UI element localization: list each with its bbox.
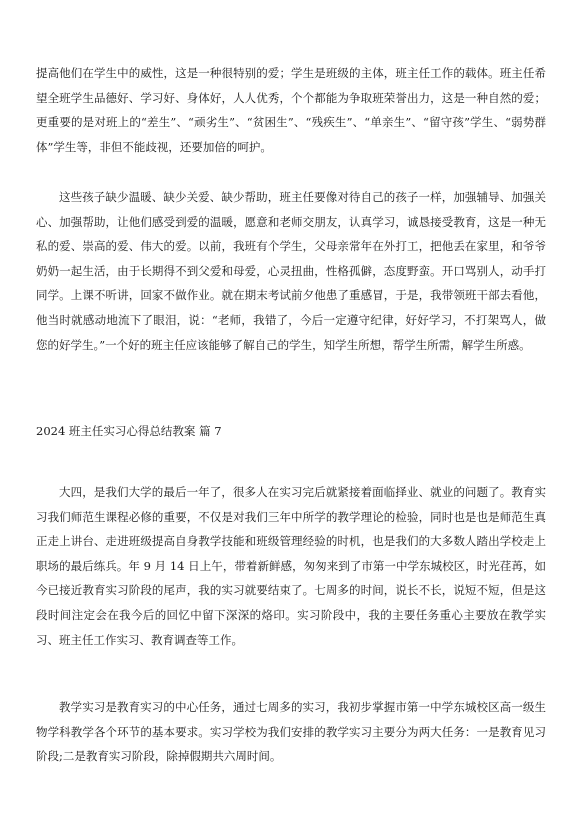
body-paragraph-2: 这些孩子缺少温暖、缺少关爱、缺少帮助，班主任要像对待自己的孩子一样，加强辅导、加强关心、加强帮助，让他们感受到爱的温暖，愿意和老师交朋友，认真学习，诚恳接受教育，这是一种无私的爱、崇高的爱、伟大的爱。以前，我班有个学生，父母亲常年在外打工，把他丢在家里，和爷爷奶奶一起生活，由于长期得不到父爱和母爱，心灵扭曲，性格孤僻，态度野蛮。开口骂别人，动手打同学。上课不听讲，回家不做作业。就在期末考试前夕他患了重感冒，于是，我带领班干部去看他，他当时就感动地流下了眼泪，说：“老师，我错了，今后一定遵守纪律，好好学习，不打架骂人，做您的好学生。”一个好的班主任应该能够了解自己的学生，知学生所想，帮学生所需，解学生所惑。 <box>36 190 546 352</box>
body-paragraph-1: 提高他们在学生中的威性，这是一种很特别的爱；学生是班级的主体，班主任工作的载体。班主任希望全班学生品德好、学习好、身体好，人人优秀，个个都能为争取班荣誉出力，这是一种自然的爱；更重要的是对班上的“差生”、“顽劣生”、“贫困生”、“残疾生”、“单亲生”、“留守孩”学生、“弱势群体”学生等，非但不能歧视，还要加倍的呵护。 <box>36 66 546 154</box>
section-heading: 2024 班主任实习心得总结教案 篇 7 <box>36 424 222 438</box>
body-paragraph-3: 大四，是我们大学的最后一年了，很多人在实习完后就紧接着面临择业、就业的问题了。教育实习我们师范生课程必修的重要，不仅是对我们三年中所学的教学理论的检验，同时也是也是师范生真正走上讲台、走进班级提高自身教学技能和班级管理经验的时机，也是我们的大多数人踏出学校走上职场的最后练兵。年 9 月 14 日上午，带着新鲜感，匆匆来到了市第一中学东城校区，时光荏苒，如今已接近教育实习阶段的尾声，我的实习就要结束了。七周多的时间，说长不长，说短不短，但是这段时间注定会在我今后的回忆中留下深深的烙印。实习阶段中，我的主要任务重心主要放在教学实习、班主任工作实习、教育调查等工作。 <box>36 485 546 647</box>
body-paragraph-4: 教学实习是教育实习的中心任务，通过七周多的实习，我初步掌握市第一中学东城校区高一级生物学科教学各个环节的基本要求。实习学校为我们安排的教学实习主要分为两大任务：一是教育见习阶段;二是教育实习阶段，除掉假期共六周时间。 <box>36 700 546 764</box>
